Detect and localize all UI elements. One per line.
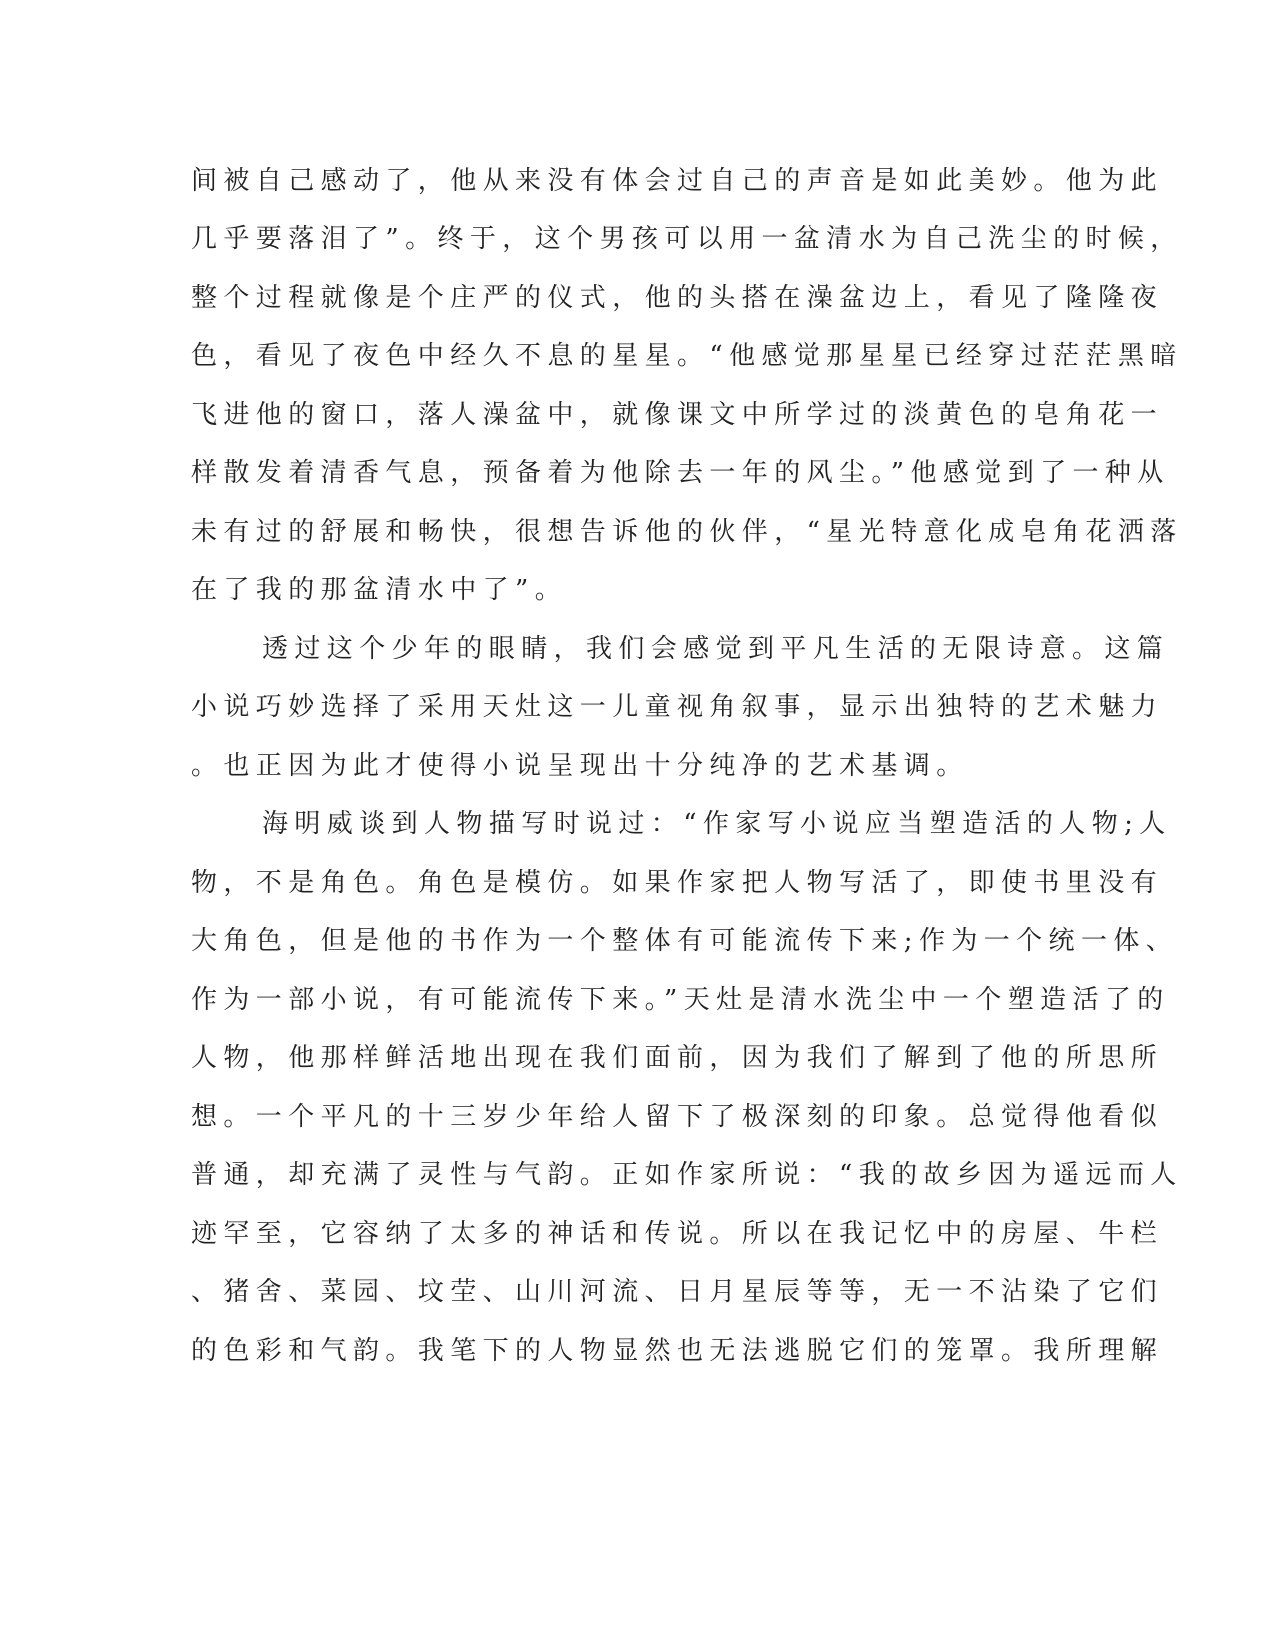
text-line: 整个过程就像是个庄严的仪式，他的头搭在澡盆边上，看见了隆隆夜 [191, 283, 1164, 313]
text-line: 、猪舍、菜园、坟茔、山川河流、日月星辰等等，无一不沾染了它们 [191, 1277, 1164, 1307]
paragraph-first-line: 海明威谈到人物描写时说过：“作家写小说应当塑造活的人物;人 [262, 809, 1172, 839]
text-line: 未有过的舒展和畅快，很想告诉他的伙伴，“星光特意化成皂角花洒落 [191, 517, 1183, 547]
text-line: 在了我的那盆清水中了”。 [191, 575, 568, 605]
text-line: 色，看见了夜色中经久不息的星星。“他感觉那星星已经穿过茫茫黑暗 [191, 341, 1183, 371]
text-line: 小说巧妙选择了采用天灶这一儿童视角叙事，显示出独特的艺术魅力 [191, 692, 1164, 722]
text-line: 的色彩和气韵。我笔下的人物显然也无法逃脱它们的笼罩。我所理解 [191, 1336, 1164, 1366]
text-line: 普通，却充满了灵性与气韵。正如作家所说：“我的故乡因为遥远而人 [191, 1160, 1183, 1190]
text-line: 几乎要落泪了”。终于，这个男孩可以用一盆清水为自己洗尘的时候， [191, 224, 1183, 254]
text-line: 间被自己感动了，他从来没有体会过自己的声音是如此美妙。他为此 [191, 166, 1164, 196]
text-line: 。也正因为此才使得小说呈现出十分纯净的艺术基调。 [191, 751, 969, 781]
text-line: 作为一部小说，有可能流传下来。”天灶是清水洗尘中一个塑造活了的 [191, 985, 1170, 1015]
text-line: 样散发着清香气息，预备着为他除去一年的风尘。”他感觉到了一种从 [191, 458, 1170, 488]
text-line: 想。一个平凡的十三岁少年给人留下了极深刻的印象。总觉得他看似 [191, 1102, 1164, 1132]
paragraph-first-line: 透过这个少年的眼睛，我们会感觉到平凡生活的无限诗意。这篇 [262, 634, 1170, 664]
text-line: 大角色，但是他的书作为一个整体有可能流传下来;作为一个统一体、 [191, 926, 1179, 956]
text-line: 迹罕至，它容纳了太多的神话和传说。所以在我记忆中的房屋、牛栏 [191, 1219, 1164, 1249]
text-line: 人物，他那样鲜活地出现在我们面前，因为我们了解到了他的所思所 [191, 1043, 1164, 1073]
text-line: 物，不是角色。角色是模仿。如果作家把人物写活了，即使书里没有 [191, 868, 1164, 898]
text-line: 飞进他的窗口，落人澡盆中，就像课文中所学过的淡黄色的皂角花一 [191, 400, 1164, 430]
